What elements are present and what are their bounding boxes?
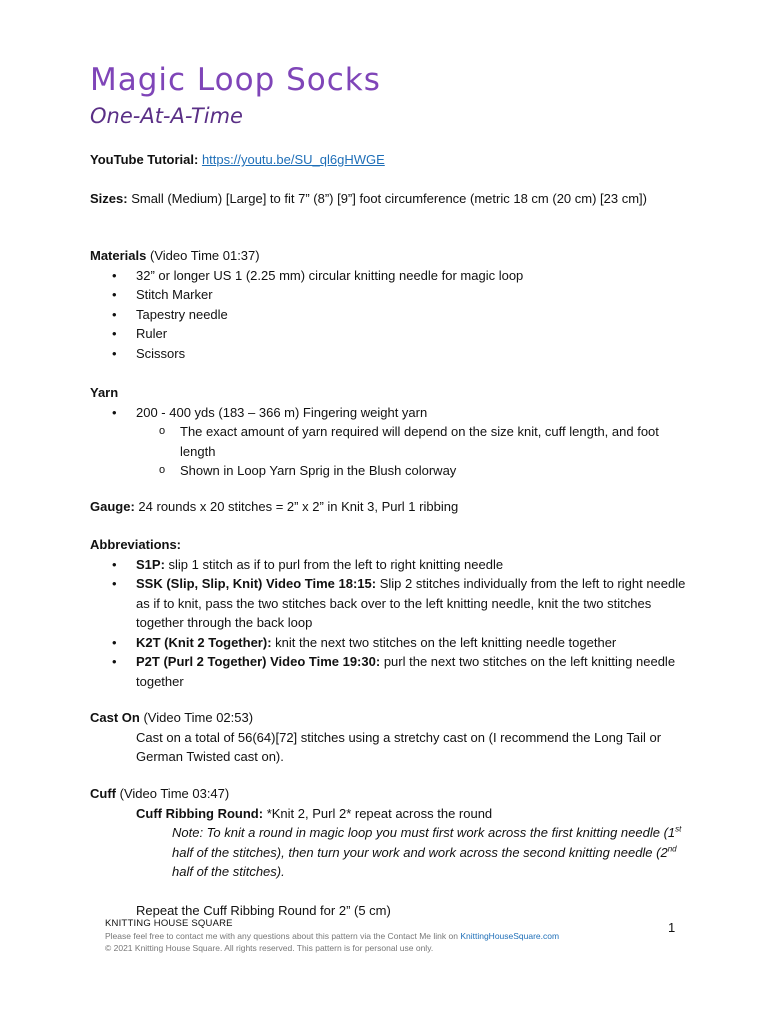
materials-section xyxy=(90,246,690,363)
cuff-round-text: *Knit 2, Purl 2* repeat across the round xyxy=(266,805,493,821)
abbreviations-list xyxy=(90,555,690,692)
list-item xyxy=(90,574,690,633)
note-text: Note: To knit a round in magic loop you must first work across the first knitting needle (1 xyxy=(172,825,676,840)
sub-list-item: o Shown in Loop Yarn Sprig in the Blush colorway xyxy=(90,461,690,481)
cuff-round-label: Cuff Ribbing Round: xyxy=(136,805,264,821)
cast-on-note: (Video Time 02:53) xyxy=(143,710,254,725)
list-item: • 200 - 400 yds (183 – 366 m) Fingering weight yarn xyxy=(90,403,690,423)
cast-on-section xyxy=(90,708,690,767)
magic-loop-note xyxy=(90,823,690,882)
footer-brand: KNITTING HOUSE SQUARE xyxy=(105,918,233,929)
note-superscript: nd xyxy=(667,844,677,854)
footer-contact-text: Please feel free to contact me with any questions about this pattern via the Contact Me link on xyxy=(105,931,458,941)
note-text: half of the stitches), then turn your work and work across the second knitting needle (2 xyxy=(172,844,668,860)
youtube-label: YouTube Tutorial: xyxy=(90,152,199,167)
cuff-note: (Video Time 03:47) xyxy=(119,786,230,801)
cuff-repeat: Repeat the Cuff Ribbing Round for 2” (5 cm) xyxy=(136,902,391,918)
abbr-def: knit the next two stitches on the left knitting needle together xyxy=(275,634,617,650)
yarn-label: Yarn xyxy=(90,385,119,400)
list-item xyxy=(90,633,690,653)
list-item xyxy=(90,652,690,691)
footer-copyright: © 2021 Knitting House Square. All rights reserved. This pattern is for personal use only. xyxy=(105,943,434,953)
abbr-term: P2T (Purl 2 Together) Video Time 19:30: xyxy=(136,654,381,669)
list-item xyxy=(90,555,690,575)
abbr-term: S1P: xyxy=(136,556,165,572)
list-item: • Tapestry needle xyxy=(90,305,690,325)
list-item: • 32” or longer US 1 (2.25 mm) circular knitting needle for magic loop xyxy=(90,266,690,286)
sizes-section xyxy=(90,189,690,209)
abbr-def: purl the next two stitches on the left knitting needle together xyxy=(136,654,676,689)
sub-list-item: o The exact amount of yarn required will depend on the size knit, cuff length, and foot length xyxy=(90,422,690,461)
cast-on-text: Cast on a total of 56(64)[72] stitches using a stretchy cast on (I recommend the Long Tail or German Twisted cast on). xyxy=(136,729,662,764)
page-number: 1 xyxy=(668,920,676,935)
yarn-list xyxy=(90,403,690,481)
list-item: • Ruler xyxy=(90,324,690,344)
page-title: Magic Loop Socks xyxy=(90,62,381,98)
cuff-label: Cuff xyxy=(90,786,116,801)
sizes-label: Sizes: xyxy=(90,191,128,206)
materials-note: (Video Time 01:37) xyxy=(150,248,260,263)
note-text: half of the stitches). xyxy=(172,864,285,879)
abbreviations-label: Abbreviations: xyxy=(90,537,182,552)
materials-list xyxy=(90,266,690,364)
page-subtitle: One-At-A-Time xyxy=(90,104,243,128)
cuff-round xyxy=(90,804,690,824)
abbr-def: Slip 2 stitches individually from the left to right needle as if to knit, pass the two stitches back over to the left knitting needle, knit the two stitches together through the back loop xyxy=(136,576,686,630)
abbreviations-section xyxy=(90,535,690,691)
youtube-line xyxy=(90,150,690,170)
gauge-text: 24 rounds x 20 stitches = 2” x 2” in Knit 3, Purl 1 ribbing xyxy=(138,499,459,514)
cast-on-label: Cast On xyxy=(90,710,140,725)
youtube-link[interactable]: https://youtu.be/SU_ql6gHWGE xyxy=(201,152,385,167)
gauge-label: Gauge: xyxy=(90,499,135,514)
sizes-text: Small (Medium) [Large] to fit 7” (8”) [9”] foot circumference (metric 18 cm (20 cm) [23 cm]) xyxy=(131,191,647,206)
note-superscript: st xyxy=(675,824,682,834)
gauge-section xyxy=(90,497,690,517)
yarn-section xyxy=(90,383,690,481)
cuff-section xyxy=(90,784,690,920)
footer-contact xyxy=(105,931,705,941)
abbr-def: slip 1 stitch as if to purl from the left to right knitting needle xyxy=(168,556,504,572)
page-footer xyxy=(105,918,705,953)
abbr-term: K2T (Knit 2 Together): xyxy=(136,634,272,650)
abbr-term: SSK (Slip, Slip, Knit) Video Time 18:15: xyxy=(136,576,377,591)
list-item: • Scissors xyxy=(90,344,690,364)
footer-link[interactable]: KnittingHouseSquare.com xyxy=(460,931,560,941)
materials-label: Materials xyxy=(90,248,147,263)
list-item: • Stitch Marker xyxy=(90,285,690,305)
